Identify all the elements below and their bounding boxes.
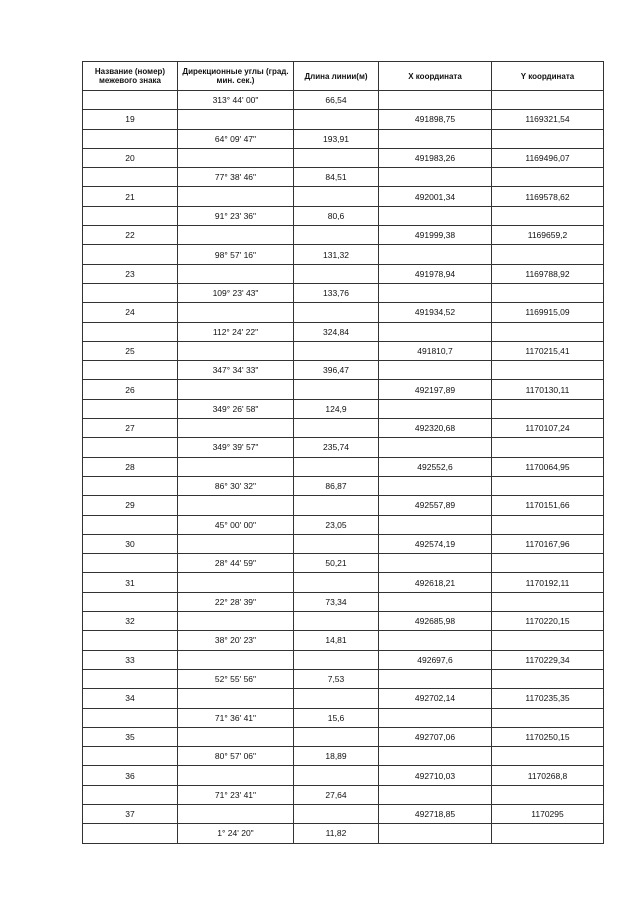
table-row bbox=[83, 110, 604, 129]
table-row bbox=[83, 399, 604, 418]
line-length-cell: 66,54 bbox=[294, 91, 379, 110]
table-row bbox=[83, 554, 604, 573]
y-coordinate-cell bbox=[492, 747, 604, 766]
line-length-cell bbox=[294, 727, 379, 746]
direction-angle-cell: 45° 00' 00" bbox=[178, 515, 294, 534]
line-length-cell bbox=[294, 226, 379, 245]
direction-angle-cell: 71° 36' 41" bbox=[178, 708, 294, 727]
marker-name-cell bbox=[83, 399, 178, 418]
y-coordinate-cell bbox=[492, 708, 604, 727]
line-length-cell: 80,6 bbox=[294, 206, 379, 225]
x-coordinate-cell bbox=[379, 361, 492, 380]
line-length-cell: 131,32 bbox=[294, 245, 379, 264]
x-coordinate-cell: 492710,03 bbox=[379, 766, 492, 785]
table-row bbox=[83, 264, 604, 283]
line-length-cell: 86,87 bbox=[294, 476, 379, 495]
table-row bbox=[83, 283, 604, 302]
direction-angle-cell bbox=[178, 148, 294, 167]
x-coordinate-cell: 491978,94 bbox=[379, 264, 492, 283]
y-coordinate-cell bbox=[492, 785, 604, 804]
marker-name-cell: 28 bbox=[83, 457, 178, 476]
line-length-cell: 235,74 bbox=[294, 438, 379, 457]
header-marker-name: Название (номер) межевого знака bbox=[83, 62, 178, 91]
table-row bbox=[83, 226, 604, 245]
x-coordinate-cell: 492552,6 bbox=[379, 457, 492, 476]
x-coordinate-cell bbox=[379, 708, 492, 727]
table-row bbox=[83, 650, 604, 669]
y-coordinate-cell bbox=[492, 631, 604, 650]
marker-name-cell: 29 bbox=[83, 496, 178, 515]
y-coordinate-cell: 1170107,24 bbox=[492, 419, 604, 438]
marker-name-cell: 20 bbox=[83, 148, 178, 167]
y-coordinate-cell: 1170295 bbox=[492, 804, 604, 823]
line-length-cell: 7,53 bbox=[294, 669, 379, 688]
y-coordinate-cell: 1169321,54 bbox=[492, 110, 604, 129]
direction-angle-cell: 347° 34' 33" bbox=[178, 361, 294, 380]
y-coordinate-cell: 1169578,62 bbox=[492, 187, 604, 206]
header-line-length: Длина линии(м) bbox=[294, 62, 379, 91]
marker-name-cell: 26 bbox=[83, 380, 178, 399]
direction-angle-cell: 91° 23' 36" bbox=[178, 206, 294, 225]
y-coordinate-cell bbox=[492, 206, 604, 225]
direction-angle-cell bbox=[178, 341, 294, 360]
x-coordinate-cell bbox=[379, 438, 492, 457]
table-header-row bbox=[83, 62, 604, 91]
marker-name-cell bbox=[83, 824, 178, 843]
y-coordinate-cell: 1170192,11 bbox=[492, 573, 604, 592]
line-length-cell bbox=[294, 534, 379, 553]
line-length-cell bbox=[294, 766, 379, 785]
x-coordinate-cell bbox=[379, 747, 492, 766]
table-row bbox=[83, 476, 604, 495]
marker-name-cell bbox=[83, 168, 178, 187]
y-coordinate-cell: 1169659,2 bbox=[492, 226, 604, 245]
table-row bbox=[83, 245, 604, 264]
marker-name-cell bbox=[83, 554, 178, 573]
marker-name-cell bbox=[83, 322, 178, 341]
y-coordinate-cell bbox=[492, 322, 604, 341]
direction-angle-cell bbox=[178, 187, 294, 206]
line-length-cell bbox=[294, 110, 379, 129]
x-coordinate-cell: 492320,68 bbox=[379, 419, 492, 438]
table-row bbox=[83, 785, 604, 804]
marker-name-cell bbox=[83, 206, 178, 225]
x-coordinate-cell bbox=[379, 515, 492, 534]
table-row bbox=[83, 341, 604, 360]
x-coordinate-cell bbox=[379, 592, 492, 611]
table-row bbox=[83, 303, 604, 322]
x-coordinate-cell: 491934,52 bbox=[379, 303, 492, 322]
y-coordinate-cell bbox=[492, 91, 604, 110]
table-row bbox=[83, 708, 604, 727]
table-row bbox=[83, 361, 604, 380]
line-length-cell: 15,6 bbox=[294, 708, 379, 727]
y-coordinate-cell bbox=[492, 592, 604, 611]
table-row bbox=[83, 129, 604, 148]
x-coordinate-cell: 492557,89 bbox=[379, 496, 492, 515]
marker-name-cell bbox=[83, 631, 178, 650]
line-length-cell: 73,34 bbox=[294, 592, 379, 611]
marker-name-cell bbox=[83, 283, 178, 302]
marker-name-cell: 32 bbox=[83, 612, 178, 631]
table-row bbox=[83, 631, 604, 650]
direction-angle-cell bbox=[178, 496, 294, 515]
x-coordinate-cell bbox=[379, 91, 492, 110]
line-length-cell bbox=[294, 573, 379, 592]
table-row bbox=[83, 669, 604, 688]
x-coordinate-cell: 492574,19 bbox=[379, 534, 492, 553]
y-coordinate-cell: 1170268,8 bbox=[492, 766, 604, 785]
table-row bbox=[83, 824, 604, 843]
y-coordinate-cell: 1170250,15 bbox=[492, 727, 604, 746]
x-coordinate-cell: 491983,26 bbox=[379, 148, 492, 167]
direction-angle-cell: 1° 24' 20" bbox=[178, 824, 294, 843]
y-coordinate-cell: 1170064,95 bbox=[492, 457, 604, 476]
table-row bbox=[83, 148, 604, 167]
line-length-cell: 324,84 bbox=[294, 322, 379, 341]
direction-angle-cell bbox=[178, 303, 294, 322]
x-coordinate-cell bbox=[379, 824, 492, 843]
marker-name-cell bbox=[83, 515, 178, 534]
direction-angle-cell: 64° 09' 47" bbox=[178, 129, 294, 148]
direction-angle-cell: 313° 44' 00" bbox=[178, 91, 294, 110]
direction-angle-cell bbox=[178, 573, 294, 592]
y-coordinate-cell bbox=[492, 361, 604, 380]
y-coordinate-cell: 1170220,15 bbox=[492, 612, 604, 631]
marker-name-cell bbox=[83, 747, 178, 766]
y-coordinate-cell bbox=[492, 245, 604, 264]
header-y-coordinate: Y координата bbox=[492, 62, 604, 91]
table-row bbox=[83, 804, 604, 823]
y-coordinate-cell bbox=[492, 669, 604, 688]
line-length-cell: 11,82 bbox=[294, 824, 379, 843]
x-coordinate-cell: 491810,7 bbox=[379, 341, 492, 360]
table-row bbox=[83, 515, 604, 534]
table-row bbox=[83, 747, 604, 766]
direction-angle-cell: 52° 55' 56" bbox=[178, 669, 294, 688]
line-length-cell bbox=[294, 496, 379, 515]
y-coordinate-cell: 1170151,66 bbox=[492, 496, 604, 515]
marker-name-cell bbox=[83, 785, 178, 804]
line-length-cell: 124,9 bbox=[294, 399, 379, 418]
marker-name-cell bbox=[83, 708, 178, 727]
x-coordinate-cell: 492001,34 bbox=[379, 187, 492, 206]
direction-angle-cell: 112° 24' 22" bbox=[178, 322, 294, 341]
y-coordinate-cell bbox=[492, 476, 604, 495]
direction-angle-cell bbox=[178, 419, 294, 438]
direction-angle-cell bbox=[178, 457, 294, 476]
table-row bbox=[83, 766, 604, 785]
line-length-cell bbox=[294, 804, 379, 823]
y-coordinate-cell: 1170167,96 bbox=[492, 534, 604, 553]
line-length-cell bbox=[294, 303, 379, 322]
direction-angle-cell bbox=[178, 650, 294, 669]
table-row bbox=[83, 496, 604, 515]
table-row bbox=[83, 206, 604, 225]
x-coordinate-cell: 492702,14 bbox=[379, 689, 492, 708]
x-coordinate-cell: 492685,98 bbox=[379, 612, 492, 631]
direction-angle-cell: 38° 20' 23" bbox=[178, 631, 294, 650]
y-coordinate-cell bbox=[492, 129, 604, 148]
marker-name-cell: 25 bbox=[83, 341, 178, 360]
direction-angle-cell bbox=[178, 226, 294, 245]
table-row bbox=[83, 534, 604, 553]
x-coordinate-cell: 491898,75 bbox=[379, 110, 492, 129]
marker-name-cell: 35 bbox=[83, 727, 178, 746]
x-coordinate-cell: 492197,89 bbox=[379, 380, 492, 399]
table-row bbox=[83, 380, 604, 399]
marker-name-cell: 21 bbox=[83, 187, 178, 206]
table-row bbox=[83, 419, 604, 438]
y-coordinate-cell bbox=[492, 824, 604, 843]
y-coordinate-cell: 1170235,35 bbox=[492, 689, 604, 708]
marker-name-cell: 19 bbox=[83, 110, 178, 129]
line-length-cell bbox=[294, 457, 379, 476]
y-coordinate-cell bbox=[492, 283, 604, 302]
y-coordinate-cell: 1169788,92 bbox=[492, 264, 604, 283]
table-row bbox=[83, 438, 604, 457]
direction-angle-cell: 86° 30' 32" bbox=[178, 476, 294, 495]
line-length-cell: 133,76 bbox=[294, 283, 379, 302]
marker-name-cell bbox=[83, 91, 178, 110]
marker-name-cell: 27 bbox=[83, 419, 178, 438]
direction-angle-cell bbox=[178, 110, 294, 129]
table-row bbox=[83, 187, 604, 206]
marker-name-cell bbox=[83, 669, 178, 688]
line-length-cell bbox=[294, 187, 379, 206]
line-length-cell: 50,21 bbox=[294, 554, 379, 573]
table-row bbox=[83, 457, 604, 476]
table-row bbox=[83, 168, 604, 187]
y-coordinate-cell: 1170215,41 bbox=[492, 341, 604, 360]
direction-angle-cell bbox=[178, 804, 294, 823]
line-length-cell: 396,47 bbox=[294, 361, 379, 380]
line-length-cell bbox=[294, 380, 379, 399]
line-length-cell: 84,51 bbox=[294, 168, 379, 187]
direction-angle-cell: 98° 57' 16" bbox=[178, 245, 294, 264]
direction-angle-cell: 22° 28' 39" bbox=[178, 592, 294, 611]
y-coordinate-cell: 1169915,09 bbox=[492, 303, 604, 322]
marker-name-cell: 37 bbox=[83, 804, 178, 823]
marker-name-cell bbox=[83, 245, 178, 264]
table-row bbox=[83, 612, 604, 631]
x-coordinate-cell bbox=[379, 245, 492, 264]
y-coordinate-cell: 1170130,11 bbox=[492, 380, 604, 399]
table-row bbox=[83, 91, 604, 110]
line-length-cell bbox=[294, 148, 379, 167]
y-coordinate-cell bbox=[492, 399, 604, 418]
marker-name-cell bbox=[83, 438, 178, 457]
table-body bbox=[83, 91, 604, 844]
header-x-coordinate: X координата bbox=[379, 62, 492, 91]
direction-angle-cell bbox=[178, 380, 294, 399]
y-coordinate-cell bbox=[492, 438, 604, 457]
line-length-cell bbox=[294, 419, 379, 438]
line-length-cell: 27,64 bbox=[294, 785, 379, 804]
x-coordinate-cell bbox=[379, 554, 492, 573]
line-length-cell: 14,81 bbox=[294, 631, 379, 650]
x-coordinate-cell: 491999,38 bbox=[379, 226, 492, 245]
direction-angle-cell bbox=[178, 727, 294, 746]
x-coordinate-cell: 492707,06 bbox=[379, 727, 492, 746]
direction-angle-cell bbox=[178, 264, 294, 283]
x-coordinate-cell bbox=[379, 399, 492, 418]
marker-name-cell: 24 bbox=[83, 303, 178, 322]
marker-name-cell: 22 bbox=[83, 226, 178, 245]
x-coordinate-cell bbox=[379, 283, 492, 302]
marker-name-cell: 31 bbox=[83, 573, 178, 592]
x-coordinate-cell: 492718,85 bbox=[379, 804, 492, 823]
marker-name-cell: 33 bbox=[83, 650, 178, 669]
line-length-cell bbox=[294, 341, 379, 360]
direction-angle-cell bbox=[178, 766, 294, 785]
line-length-cell bbox=[294, 264, 379, 283]
marker-name-cell bbox=[83, 361, 178, 380]
table-row bbox=[83, 573, 604, 592]
marker-name-cell bbox=[83, 476, 178, 495]
marker-name-cell bbox=[83, 129, 178, 148]
table-row bbox=[83, 592, 604, 611]
direction-angle-cell: 349° 39' 57" bbox=[178, 438, 294, 457]
line-length-cell bbox=[294, 689, 379, 708]
header-direction-angle: Дирекционные углы (град. мин. сек.) bbox=[178, 62, 294, 91]
line-length-cell: 23,05 bbox=[294, 515, 379, 534]
x-coordinate-cell bbox=[379, 168, 492, 187]
x-coordinate-cell bbox=[379, 129, 492, 148]
boundary-coordinates-table bbox=[82, 61, 604, 844]
direction-angle-cell: 71° 23' 41" bbox=[178, 785, 294, 804]
line-length-cell bbox=[294, 650, 379, 669]
direction-angle-cell: 109° 23' 43" bbox=[178, 283, 294, 302]
x-coordinate-cell bbox=[379, 669, 492, 688]
y-coordinate-cell: 1170229,34 bbox=[492, 650, 604, 669]
direction-angle-cell: 80° 57' 06" bbox=[178, 747, 294, 766]
direction-angle-cell: 77° 38' 46" bbox=[178, 168, 294, 187]
line-length-cell: 193,91 bbox=[294, 129, 379, 148]
x-coordinate-cell: 492697,6 bbox=[379, 650, 492, 669]
direction-angle-cell: 349° 26' 58" bbox=[178, 399, 294, 418]
x-coordinate-cell bbox=[379, 785, 492, 804]
marker-name-cell: 30 bbox=[83, 534, 178, 553]
marker-name-cell bbox=[83, 592, 178, 611]
table-row bbox=[83, 689, 604, 708]
x-coordinate-cell: 492618,21 bbox=[379, 573, 492, 592]
line-length-cell bbox=[294, 612, 379, 631]
marker-name-cell: 36 bbox=[83, 766, 178, 785]
marker-name-cell: 34 bbox=[83, 689, 178, 708]
line-length-cell: 18,89 bbox=[294, 747, 379, 766]
y-coordinate-cell bbox=[492, 515, 604, 534]
marker-name-cell: 23 bbox=[83, 264, 178, 283]
x-coordinate-cell bbox=[379, 476, 492, 495]
x-coordinate-cell bbox=[379, 206, 492, 225]
direction-angle-cell: 28° 44' 59" bbox=[178, 554, 294, 573]
y-coordinate-cell bbox=[492, 554, 604, 573]
table-row bbox=[83, 322, 604, 341]
direction-angle-cell bbox=[178, 612, 294, 631]
direction-angle-cell bbox=[178, 689, 294, 708]
table-row bbox=[83, 727, 604, 746]
x-coordinate-cell bbox=[379, 322, 492, 341]
y-coordinate-cell: 1169496,07 bbox=[492, 148, 604, 167]
direction-angle-cell bbox=[178, 534, 294, 553]
y-coordinate-cell bbox=[492, 168, 604, 187]
x-coordinate-cell bbox=[379, 631, 492, 650]
